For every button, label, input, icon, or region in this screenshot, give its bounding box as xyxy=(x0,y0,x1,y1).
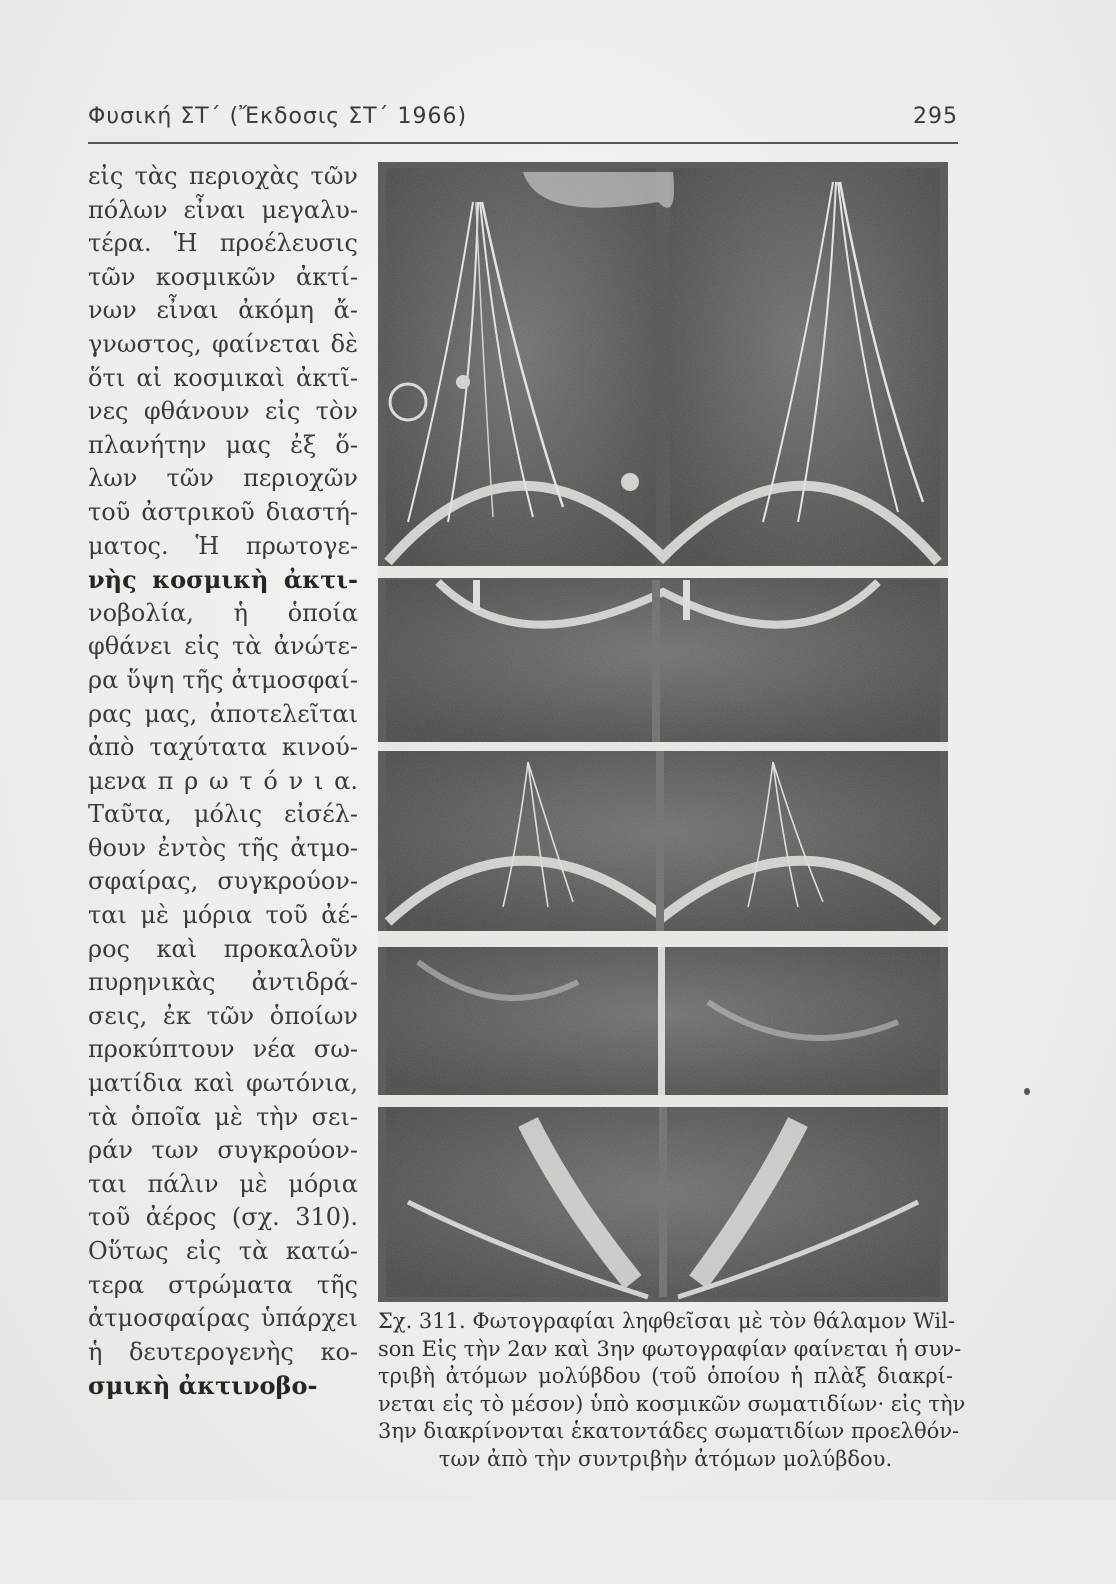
page-number: 295 xyxy=(913,104,958,129)
body-text-line: θουν ἐντὸς τῆς ἀτμο- xyxy=(88,833,358,862)
body-text-line: εἰς τὰς περιοχὰς τῶν xyxy=(88,162,358,190)
body-text-line: τὰ ὁποῖα μὲ τὴν σει- xyxy=(88,1102,358,1131)
body-text-line: νες φθάνουν εἰς τὸν xyxy=(88,397,358,426)
body-text-line: ματίδια καὶ φωτόνια, xyxy=(88,1069,358,1098)
body-text-line: νὴς κοσμικὴ ἀκτι- xyxy=(88,565,358,595)
running-head xyxy=(88,100,958,140)
body-text-line: προκύπτουν νέα σω- xyxy=(88,1035,358,1064)
caption-line: τριβὴ ἀτόμων μολύβδου (τοῦ ὁποίου ἡ πλὰξ διακρί- xyxy=(378,1364,953,1389)
body-text-line: πλανήτην μας ἐξ ὅ- xyxy=(88,430,358,459)
caption-line: νεται εἰς τὸ μέσον) ὑπὸ κοσμικῶν σωματιδίων· εἰς τὴν xyxy=(378,1391,966,1416)
body-text-line: Ταῦτα, μόλις εἰσέλ- xyxy=(88,800,358,829)
body-text-line: Οὕτως εἰς τὰ κατώ- xyxy=(88,1237,358,1265)
body-text-line: ματος. Ἡ πρωτογε- xyxy=(88,531,358,560)
body-text-line: ται πάλιν μὲ μόρια xyxy=(88,1169,358,1198)
body-text-line: γνωστος, φαίνεται δὲ xyxy=(88,329,358,358)
wilson-chamber-photographs xyxy=(378,162,948,1302)
body-text-line: τέρα. Ἡ προέλευσις xyxy=(88,229,358,258)
body-text-line: ἀπὸ ταχύτατα κινού- xyxy=(88,733,358,762)
body-text-line: φθάνει εἰς τὰ ἀνώτε- xyxy=(88,632,358,661)
caption-line: 3ην διακρίνονται ἑκατοντάδες σωματιδίων προελθόν- xyxy=(378,1419,960,1444)
body-text-line: τοῦ ἀέρος (σχ. 310). xyxy=(88,1203,358,1232)
body-text-line: τοῦ ἀστρικοῦ διαστή- xyxy=(88,497,358,526)
figure-caption xyxy=(378,1308,966,1474)
body-text-line: νων εἶναι ἀκόμη ἄ- xyxy=(88,296,358,325)
header-rule xyxy=(88,142,958,144)
body-text-line: νοβολία, ἡ ὁποία xyxy=(88,598,358,627)
body-text-line: πόλων εἶναι μεγαλυ- xyxy=(88,195,358,224)
caption-line: των ἀπὸ τὴν συντριβὴν ἀτόμων μολύβδου. xyxy=(438,1446,893,1471)
body-text-line: λων τῶν περιοχῶν xyxy=(88,464,358,493)
body-text-line: ρος καὶ προκαλοῦν xyxy=(88,934,358,963)
body-text-line: πυρηνικὰς ἀντιδρά- xyxy=(88,968,358,997)
body-text-column xyxy=(88,160,358,1403)
figure-311 xyxy=(378,162,966,1584)
body-text-line: τῶν κοσμικῶν ἀκτί- xyxy=(88,262,358,291)
body-text-line: ἡ δευτερογενὴς κο- xyxy=(88,1337,358,1366)
body-text-line: σφαίρας, συγκρούον- xyxy=(88,867,358,896)
body-text-line: σεις, ἐκ τῶν ὁποίων xyxy=(88,1001,358,1030)
body-text-line: ὅτι αἱ κοσμικαὶ ἀκτῖ- xyxy=(88,363,358,392)
body-text-line: ράν των συγκρούον- xyxy=(88,1136,358,1165)
body-text-line: μενα π ρ ω τ ό ν ι α. xyxy=(88,766,358,795)
body-text-line: ρα ὕψη τῆς ἀτμοσφαί- xyxy=(88,665,358,694)
body-text-line: σμικὴ ἀκτινοβο- xyxy=(88,1371,318,1401)
ink-speck xyxy=(1024,1088,1030,1095)
body-text-line: ρας μας, ἀποτελεῖται xyxy=(88,699,358,728)
body-text-line: ται μὲ μόρια τοῦ ἀέ- xyxy=(88,901,358,930)
caption-line: Σχ. 311. Φωτογραφίαι ληφθεῖσαι μὲ τὸν θάλαμον Wil- xyxy=(378,1309,955,1333)
running-head-title: Φυσική ΣΤ΄ (Ἔκδοσις ΣΤ΄ 1966) xyxy=(88,104,468,129)
body-text-line: ἀτμοσφαίρας ὑπάρχει xyxy=(88,1304,358,1333)
cloud-chamber-photo-illustration xyxy=(378,162,948,1302)
caption-line: son Εἰς τὴν 2αν καὶ 3ην φωτογραφίαν φαίνεται ἡ συν- xyxy=(378,1336,962,1361)
body-text-line: τερα στρώματα τῆς xyxy=(88,1270,358,1299)
